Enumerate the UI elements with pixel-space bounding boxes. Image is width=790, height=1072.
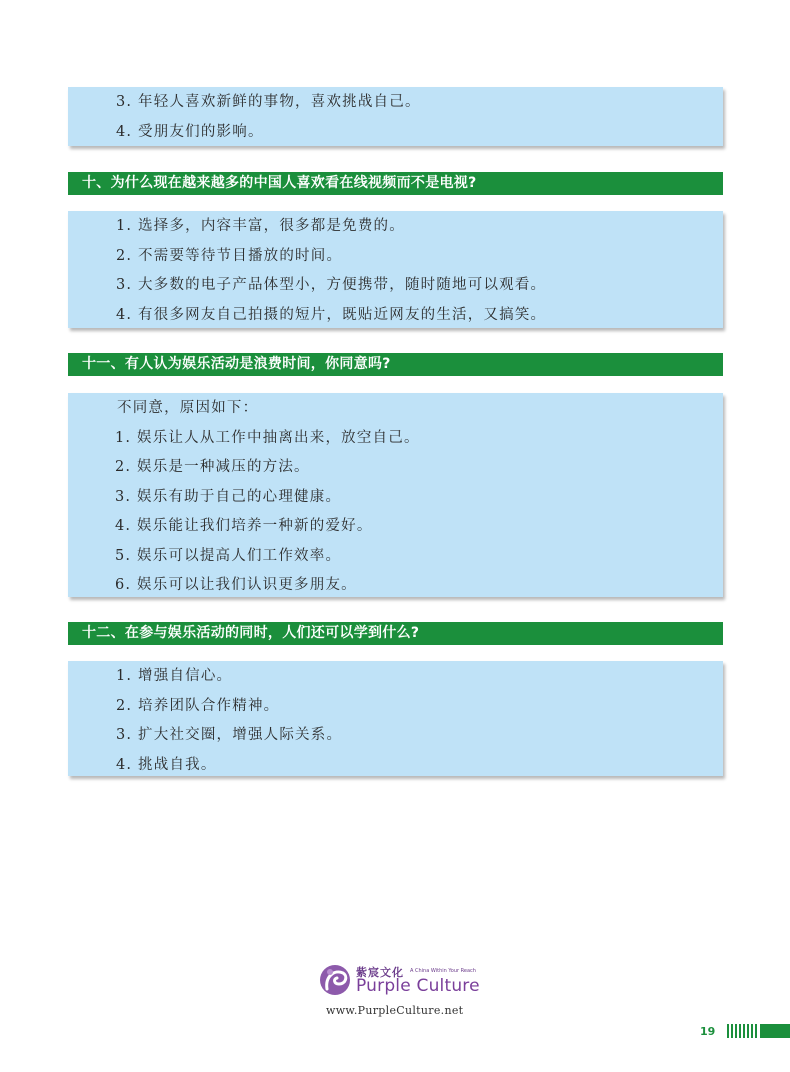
answer-line: 1. 增强自信心。 [116, 668, 233, 684]
answer-box-10 [68, 211, 723, 328]
answer-line: 2. 娱乐是一种减压的方法。 [115, 459, 310, 475]
page-corner-bar [760, 1024, 790, 1038]
answer-line: 3. 娱乐有助于自己的心理健康。 [115, 488, 342, 505]
answer-line: 3. 扩大社交圈，增强人际关系。 [116, 727, 343, 743]
answer-line: 3. 年轻人喜欢新鲜的事物，喜欢挑战自己。 [116, 94, 421, 110]
answer-line: 3. 大多数的电子产品体型小，方便携带，随时随地可以观看。 [116, 277, 547, 293]
page-stripes [727, 1024, 759, 1038]
answer-line: 4. 挑战自我。 [116, 756, 217, 773]
answer-intro: 不同意，原因如下： [117, 400, 259, 416]
answer-line: 4. 有很多网友自己拍摄的短片，既贴近网友的生活，又搞笑。 [116, 306, 547, 323]
answer-box-12 [68, 661, 723, 776]
answer-line: 2. 培养团队合作精神。 [116, 697, 280, 714]
answer-line: 5. 娱乐可以提高人们工作效率。 [115, 547, 342, 564]
answer-line: 2. 不需要等待节目播放的时间。 [116, 247, 343, 264]
logo-english-name: Purple Culture [356, 976, 480, 996]
answer-line: 4. 娱乐能让我们培养一种新的爱好。 [115, 518, 373, 534]
answer-line: 4. 受朋友们的影响。 [116, 123, 264, 140]
page-number: 19 [700, 1025, 716, 1038]
question-bar-10: 十、为什么现在越来越多的中国人喜欢看在线视频而不是电视? [68, 172, 723, 195]
purple-culture-logo [318, 962, 498, 1024]
answer-line: 1. 选择多，内容丰富，很多都是免费的。 [116, 218, 405, 234]
answer-box-continued [68, 87, 723, 146]
question-bar-11: 十一、有人认为娱乐活动是浪费时间，你同意吗? [68, 353, 723, 376]
question-bar-12: 十二、在参与娱乐活动的同时，人们还可以学到什么? [68, 622, 723, 645]
logo-url: www.PurpleCulture.net [326, 1004, 464, 1017]
answer-box-11 [68, 393, 723, 597]
logo-chinese-name: 紫宸文化 [356, 966, 404, 979]
logo-tagline: A China Within Your Reach [410, 968, 476, 974]
answer-line: 1. 娱乐让人从工作中抽离出来，放空自己。 [115, 429, 420, 446]
purple-culture-logo-icon [318, 962, 352, 1002]
answer-line: 6. 娱乐可以让我们认识更多朋友。 [115, 577, 357, 593]
